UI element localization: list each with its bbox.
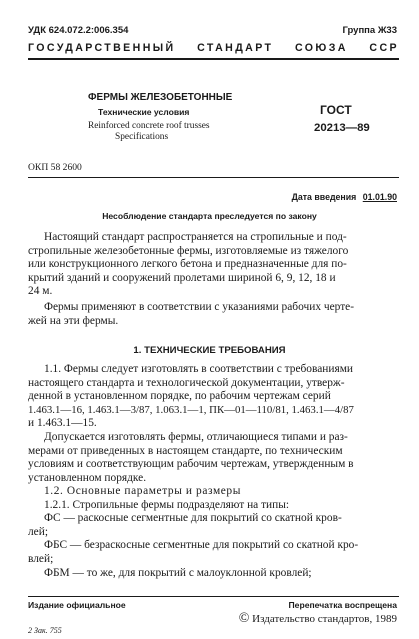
doc-subtitle: Технические условия bbox=[98, 107, 190, 117]
usage-paragraph bbox=[28, 301, 399, 328]
standard-banner: ГОСУДАРСТВЕННЫЙ СТАНДАРТ СОЮЗА ССР bbox=[28, 42, 399, 54]
copyright bbox=[239, 611, 397, 627]
intro-date bbox=[292, 192, 397, 202]
intro-paragraph bbox=[28, 231, 399, 299]
text-line: Настоящий стандарт распространяется на стропильные и под- bbox=[44, 231, 347, 243]
text-line: установленном порядке. bbox=[28, 471, 147, 484]
header-rule bbox=[28, 58, 399, 60]
publisher: Издательство стандартов, 1989 bbox=[252, 613, 397, 625]
copyright-icon: © bbox=[238, 611, 250, 626]
gost-number: 20213—89 bbox=[314, 122, 370, 134]
text-line: 1.463.1—16, 1.463.1—3/87, 1.063.1—1, ПК—01—110/81, 1.463.1—4/87 bbox=[28, 403, 354, 416]
text-line: 1.2.1. Стропильные фермы подразделяют на типы: bbox=[44, 498, 290, 511]
intro-date-value: 01.01.90 bbox=[362, 192, 397, 202]
legal-notice: Несоблюдение стандарта преследуется по закону bbox=[102, 211, 317, 221]
text-line: крытий зданий и сооружений пролетами шириной 6, 9, 12, 18 и bbox=[28, 271, 336, 284]
text-line: ФС — раскосные сегментные для покрытий со скатной кров- bbox=[44, 512, 342, 525]
paragraph-1-2 bbox=[28, 485, 399, 580]
text-line: 1.1. Фермы следует изготовлять в соответствии с требованиями bbox=[44, 363, 354, 375]
official-edition: Издание официальное bbox=[28, 600, 126, 610]
order-number: 2 Зак. 755 bbox=[28, 626, 62, 635]
text-line: настоящего стандарта и технологической документации, утверж- bbox=[28, 376, 345, 389]
section-title: 1. ТЕХНИЧЕСКИЕ ТРЕБОВАНИЯ bbox=[133, 345, 286, 356]
text-line: ФБМ — то же, для покрытий с малоуклонной кровлей; bbox=[44, 566, 312, 579]
intro-date-label: Дата введения bbox=[291, 192, 357, 202]
doc-title-en: Reinforced concrete roof trusses bbox=[88, 121, 210, 131]
text-line: жей на эти фермы. bbox=[28, 314, 119, 327]
doc-subtitle-en: Specifications bbox=[115, 132, 169, 142]
text-line: и 1.463.1—15. bbox=[28, 417, 97, 430]
footer-rule bbox=[28, 596, 399, 597]
udk-code: УДК 624.072.2:006.354 bbox=[28, 25, 129, 36]
gost-label: ГОСТ bbox=[320, 103, 352, 117]
text-line: мерами от приведенных в настоящем стандарте, по техническим bbox=[28, 444, 343, 457]
reprint-notice: Перепечатка воспрещена bbox=[288, 600, 397, 610]
text-line: денной в установленном порядке, по рабочим чертежам серий bbox=[28, 390, 331, 403]
text-line: условиям и соответствующим рабочим чертежам, утвержденным в bbox=[28, 458, 354, 471]
text-line: ФБС — безраскосные сегментные для покрытий со скатной кро- bbox=[44, 539, 359, 552]
okp-code: ОКП 58 2600 bbox=[28, 162, 82, 173]
paragraph-1-1-b bbox=[28, 431, 399, 485]
text-line: или конструкционного легкого бетона и предназначенные для по- bbox=[28, 258, 347, 271]
text-line: 1.2. Основные параметры и размеры bbox=[44, 485, 241, 497]
text-line: стропильные железобетонные фермы, изготовляемые из тяжелого bbox=[28, 244, 349, 257]
group-code: Группа Ж33 bbox=[342, 25, 397, 36]
text-line: 24 м. bbox=[28, 285, 53, 298]
paragraph-1-1 bbox=[28, 363, 399, 431]
doc-title: ФЕРМЫ ЖЕЛЕЗОБЕТОННЫЕ bbox=[88, 92, 233, 103]
okp-rule bbox=[28, 177, 399, 178]
text-line: Допускается изготовлять фермы, отличающиеся типами и раз- bbox=[44, 431, 348, 443]
text-line: Фермы применяют в соответствии с указаниями рабочих черте- bbox=[44, 301, 355, 313]
text-line: влей; bbox=[28, 552, 54, 565]
text-line: лей; bbox=[28, 525, 49, 538]
